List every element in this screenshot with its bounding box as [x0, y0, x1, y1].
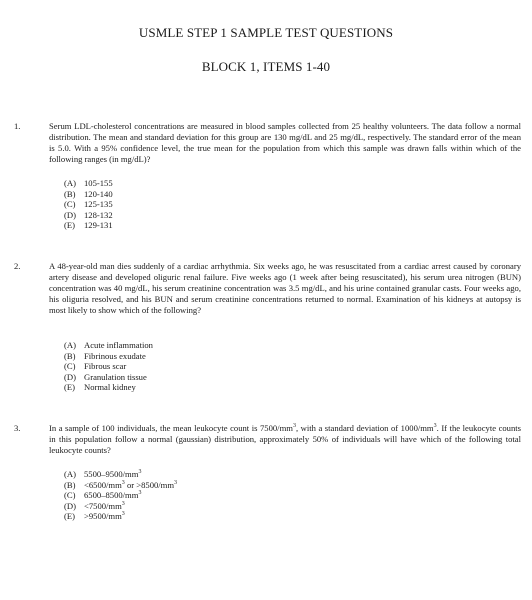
- option-letter: (B): [64, 350, 76, 361]
- option-letter: (C): [64, 361, 76, 372]
- option-text: 125-135: [84, 199, 113, 210]
- option-letter: (D): [64, 209, 76, 220]
- stem-text: . If the leukocyte counts in this population follow a normal (gaussian) distribution, approximately 50% of individuals will have which of the following total leukocyte counts?: [49, 423, 522, 455]
- option-letter: (A): [64, 469, 76, 479]
- question-stem: A 48-year-old man dies suddenly of a cardiac arrhythmia. Six weeks ago, he was resuscitated from a cardiac arrest caused by coronary artery disease and developed oliguric renal failure. Five weeks ago (1 week after being resuscitated), his serum urea nitrogen (BUN) concentration was 40 mg/dL, his serum creatinine concentration was 3.5 mg/dL, and his urine contained granular casts. Four weeks ago, his oliguria resolved, and his BUN and serum creatinine concentrations returned to normal. Examination of his kidneys at autopsy is most likely to show which of the following?: [49, 261, 521, 315]
- stem-text: , with a standard deviation of 1000/mm: [295, 423, 434, 433]
- superscript: 3: [138, 469, 142, 476]
- option-letter: (C): [64, 490, 76, 501]
- question-stem: [49, 423, 521, 456]
- answer-option[interactable]: [64, 220, 113, 231]
- answer-option[interactable]: [64, 361, 153, 372]
- option-text: Normal kidney: [84, 382, 136, 393]
- answer-option[interactable]: [64, 340, 153, 351]
- option-letter: (A): [64, 340, 76, 350]
- answer-option[interactable]: [64, 372, 153, 383]
- answer-option[interactable]: [64, 382, 153, 393]
- option-letter: (E): [64, 382, 75, 393]
- stem-text: In a sample of 100 individuals, the mean leukocyte count is 7500/mm: [49, 423, 293, 433]
- superscript: 3: [433, 423, 437, 430]
- option-text: 120-140: [84, 188, 113, 199]
- option-text: <7500/mm: [84, 500, 122, 511]
- option-text: 129-131: [84, 220, 113, 231]
- option-text: Acute inflammation: [84, 340, 153, 350]
- question-number: 2.: [14, 261, 21, 271]
- option-letter: (D): [64, 500, 76, 511]
- option-text: 6500–8500/mm: [84, 490, 139, 501]
- answer-option[interactable]: [64, 189, 113, 200]
- answer-option[interactable]: [64, 351, 153, 362]
- option-text: Fibrinous exudate: [84, 350, 146, 361]
- option-text: <6500/mm: [84, 479, 122, 490]
- answer-option[interactable]: [64, 199, 113, 210]
- superscript: 3: [121, 511, 125, 518]
- option-text: >9500/mm: [84, 511, 122, 522]
- option-letter: (A): [64, 178, 76, 188]
- question-stem: Serum LDL-cholesterol concentrations are measured in blood samples collected from 25 healthy volunteers. The data follow a normal distribution. The mean and standard deviation for this group are 130 mg/dL and 25 mg/dL, respectively. The standard error of the mean is 5.0. With a 95% confidence level, the true mean for the population from which this sample was drawn falls within which of the following ranges (in mg/dL)?: [49, 121, 521, 164]
- answer-option[interactable]: [64, 469, 177, 480]
- answer-options: [64, 340, 153, 393]
- option-text: 105-155: [84, 178, 113, 188]
- answer-option[interactable]: [64, 490, 177, 501]
- answer-option[interactable]: [64, 501, 177, 512]
- superscript: 3: [121, 479, 125, 486]
- superscript: 3: [174, 479, 178, 486]
- question-number: 3.: [14, 423, 21, 433]
- superscript: 3: [121, 500, 125, 507]
- option-letter: (B): [64, 188, 76, 199]
- superscript: 3: [292, 423, 296, 430]
- answer-option[interactable]: [64, 210, 113, 221]
- answer-option[interactable]: [64, 511, 177, 522]
- option-text: Granulation tissue: [84, 371, 147, 382]
- answer-options: [64, 469, 177, 522]
- answer-option[interactable]: [64, 480, 177, 491]
- answer-option[interactable]: [64, 178, 113, 189]
- option-letter: (D): [64, 371, 76, 382]
- answer-options: [64, 178, 113, 231]
- option-letter: (C): [64, 199, 76, 210]
- document-title: USMLE STEP 1 SAMPLE TEST QUESTIONS: [138, 25, 394, 40]
- option-text: 128-132: [84, 209, 113, 220]
- option-letter: (E): [64, 511, 75, 522]
- option-text: or >8500/mm: [124, 479, 175, 490]
- superscript: 3: [138, 490, 142, 497]
- document-subtitle: BLOCK 1, ITEMS 1-40: [201, 59, 331, 74]
- option-letter: (B): [64, 479, 76, 490]
- option-text: 5500–9500/mm: [84, 469, 139, 479]
- question-number: 1.: [14, 121, 21, 131]
- option-text: Fibrous scar: [84, 361, 127, 372]
- option-letter: (E): [64, 220, 75, 231]
